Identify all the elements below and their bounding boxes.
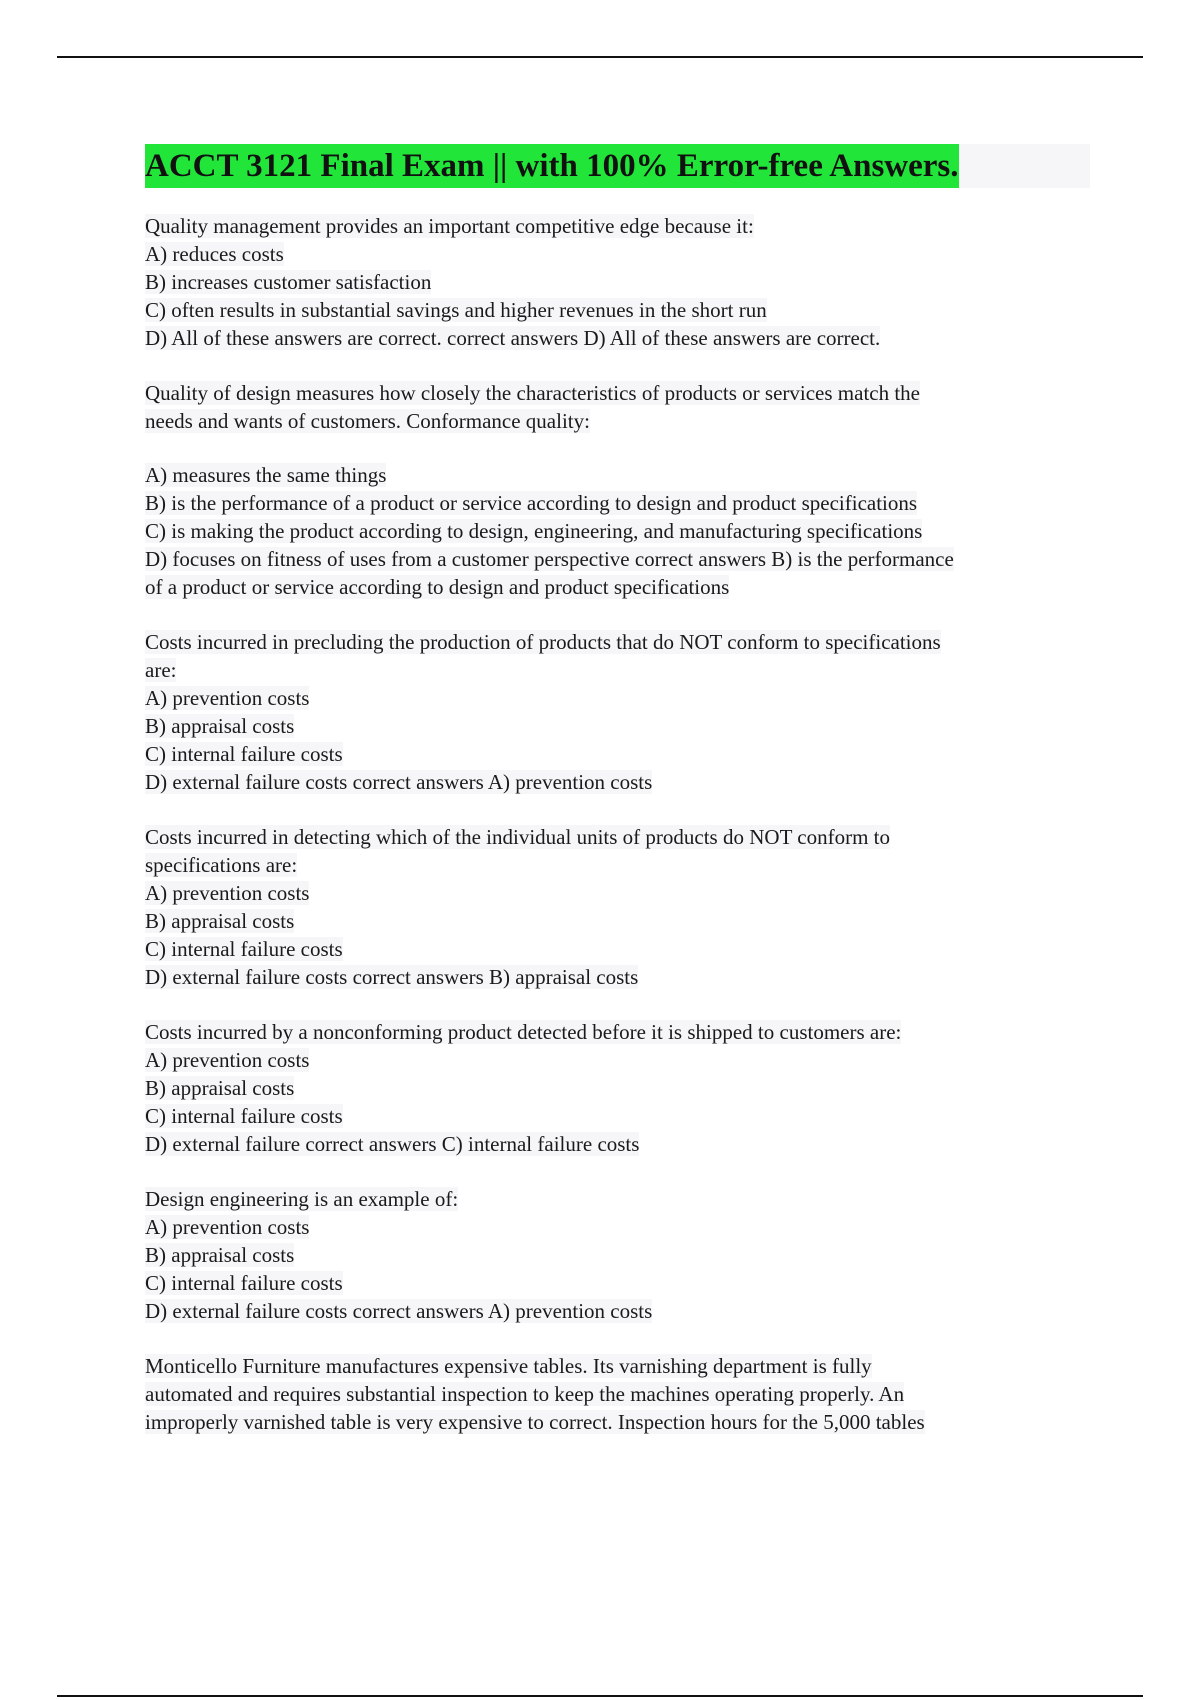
question-2-line-2: needs and wants of customers. Conformance quality: xyxy=(145,409,590,433)
question-2-option-c: C) is making the product according to design, engineering, and manufacturing specifications xyxy=(145,519,923,543)
document-body xyxy=(145,144,1090,1463)
question-3-line-2: are: xyxy=(145,658,177,682)
question-2-line-1: Quality of design measures how closely the characteristics of products or services match the xyxy=(145,381,921,405)
question-4-option-d-answer: D) external failure costs correct answers B) appraisal costs xyxy=(145,965,639,989)
question-5-option-a: A) prevention costs xyxy=(145,1048,310,1072)
question-5-line-1: Costs incurred by a nonconforming product detected before it is shipped to customers are: xyxy=(145,1020,902,1044)
question-4-line-2: specifications are: xyxy=(145,853,298,877)
question-2-gap xyxy=(145,435,1090,461)
question-4-option-c: C) internal failure costs xyxy=(145,937,343,961)
question-4-option-a: A) prevention costs xyxy=(145,881,310,905)
question-block-1 xyxy=(145,212,1090,352)
bottom-rule xyxy=(57,1695,1143,1697)
title-bar xyxy=(145,144,1090,188)
top-rule xyxy=(57,56,1143,58)
question-5-option-c: C) internal failure costs xyxy=(145,1104,343,1128)
question-block-7 xyxy=(145,1352,1090,1436)
question-1-option-c: C) often results in substantial savings and higher revenues in the short run xyxy=(145,298,767,322)
question-6-option-b: B) appraisal costs xyxy=(145,1243,295,1267)
question-3-line-1: Costs incurred in precluding the production of products that do NOT conform to specifications xyxy=(145,630,941,654)
question-5-option-d-answer: D) external failure correct answers C) internal failure costs xyxy=(145,1132,640,1156)
question-3-option-c: C) internal failure costs xyxy=(145,742,343,766)
question-block-2 xyxy=(145,379,1090,601)
question-2-option-b: B) is the performance of a product or service according to design and product specifications xyxy=(145,491,918,515)
question-block-4 xyxy=(145,823,1090,991)
question-block-5 xyxy=(145,1018,1090,1158)
question-2-option-d-answer: D) focuses on fitness of uses from a customer perspective correct answers B) is the performance xyxy=(145,547,954,571)
question-1-line-1: Quality management provides an important competitive edge because it: xyxy=(145,214,754,238)
question-6-option-d-answer: D) external failure costs correct answers A) prevention costs xyxy=(145,1299,653,1323)
question-3-option-d-answer: D) external failure costs correct answers A) prevention costs xyxy=(145,770,653,794)
document-title: ACCT 3121 Final Exam || with 100% Error-free Answers. xyxy=(145,144,959,188)
question-4-option-b: B) appraisal costs xyxy=(145,909,295,933)
question-7-line-3: improperly varnished table is very expensive to correct. Inspection hours for the 5,000 tables xyxy=(145,1410,925,1434)
question-1-option-b: B) increases customer satisfaction xyxy=(145,270,432,294)
question-4-line-1: Costs incurred in detecting which of the individual units of products do NOT conform to xyxy=(145,825,890,849)
question-1-option-d-answer: D) All of these answers are correct. correct answers D) All of these answers are correct. xyxy=(145,326,881,350)
question-2-option-a: A) measures the same things xyxy=(145,463,387,487)
question-block-3 xyxy=(145,628,1090,796)
question-1-option-a: A) reduces costs xyxy=(145,242,284,266)
question-6-option-a: A) prevention costs xyxy=(145,1215,310,1239)
question-2-answer-continued: of a product or service according to design and product specifications xyxy=(145,575,730,599)
question-3-option-a: A) prevention costs xyxy=(145,686,310,710)
question-5-option-b: B) appraisal costs xyxy=(145,1076,295,1100)
question-6-line-1: Design engineering is an example of: xyxy=(145,1187,459,1211)
question-6-option-c: C) internal failure costs xyxy=(145,1271,343,1295)
question-3-option-b: B) appraisal costs xyxy=(145,714,295,738)
question-block-6 xyxy=(145,1185,1090,1325)
question-7-line-2: automated and requires substantial inspection to keep the machines operating properly. An xyxy=(145,1382,905,1406)
question-7-line-1: Monticello Furniture manufactures expensive tables. Its varnishing department is fully xyxy=(145,1354,872,1378)
